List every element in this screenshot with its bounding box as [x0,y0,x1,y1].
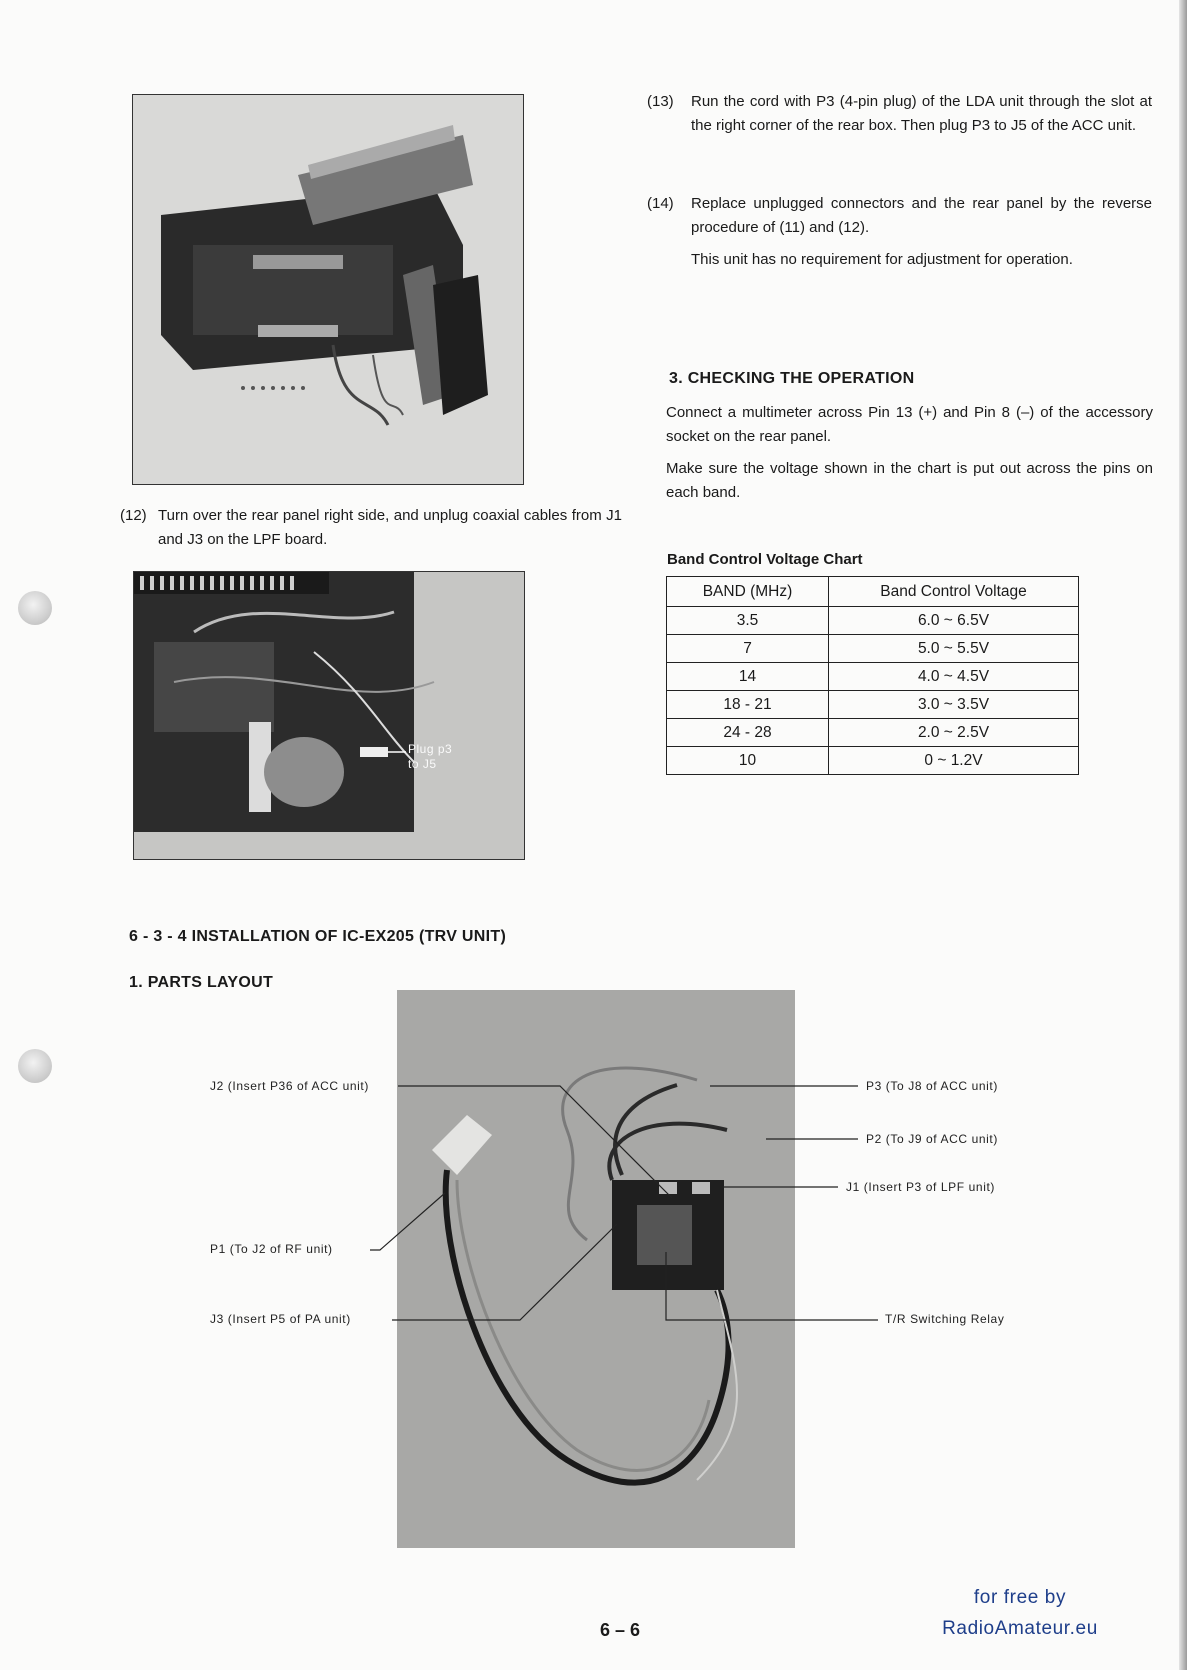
label-p2: P2 (To J9 of ACC unit) [866,1132,998,1146]
band-cell: 18 - 21 [667,691,829,719]
band-cell: 7 [667,635,829,663]
page-number: 6 – 6 [600,1620,641,1640]
step-14-number: (14) [647,195,674,212]
table-row [667,607,1079,635]
step-14 [647,192,1152,272]
voltage-cell: 2.0 ~ 2.5V [829,719,1079,747]
table-header-row [667,577,1079,607]
label-j2: J2 (Insert P36 of ACC unit) [210,1079,369,1093]
table-row [667,663,1079,691]
credit-link[interactable]: RadioAmateur.eu [942,1618,1098,1639]
label-j3: J3 (Insert P5 of PA unit) [210,1312,351,1326]
voltage-cell: 4.0 ~ 4.5V [829,663,1079,691]
parts-layout-photo [397,990,795,1548]
band-cell: 14 [667,663,829,691]
checking-paragraph-2: Make sure the voltage shown in the chart is put out across the pins on each band. [666,460,1153,501]
header-band: BAND (MHz) [667,577,829,607]
voltage-cell: 3.0 ~ 3.5V [829,691,1079,719]
punch-hole-bottom [18,1049,52,1083]
photo-lpf-board [133,571,525,860]
step-12-number: (12) [120,507,147,524]
chart-title: Band Control Voltage Chart [667,551,863,568]
step-13-number: (13) [647,93,674,110]
band-cell: 10 [667,747,829,775]
voltage-cell: 6.0 ~ 6.5V [829,607,1079,635]
table-row [667,719,1079,747]
label-p3: P3 (To J8 of ACC unit) [866,1079,998,1093]
step-14-text: Replace unplugged connectors and the rear panel by the reverse procedure of (11) and (12). [691,195,1152,236]
plug-p3-label-line1: Plug p3 [408,742,453,756]
right-edge-shadow [1179,0,1187,1670]
step-13 [647,90,1152,138]
step-14-note: This unit has no requirement for adjustment for operation. [691,251,1073,268]
punch-hole-top [18,591,52,625]
photo-chassis-open [132,94,524,485]
voltage-cell: 5.0 ~ 5.5V [829,635,1079,663]
credit-line-1: for free by [973,1587,1067,1608]
section-heading: 6 - 3 - 4 INSTALLATION OF IC-EX205 (TRV UNIT) [129,928,507,945]
step-13-text: Run the cord with P3 (4-pin plug) of the LDA unit through the slot at the right corner of the rear box. Then plug P3 to J5 of the ACC unit. [691,93,1152,134]
band-cell: 3.5 [667,607,829,635]
checking-paragraph-1: Connect a multimeter across Pin 13 (+) and Pin 8 (–) of the accessory socket on the rear panel. [666,404,1153,445]
label-j1: J1 (Insert P3 of LPF unit) [846,1180,995,1194]
label-p1: P1 (To J2 of RF unit) [210,1242,333,1256]
parts-layout-heading: 1. PARTS LAYOUT [129,974,274,991]
plug-p3-label [408,742,452,772]
header-voltage: Band Control Voltage [829,577,1079,607]
step-12 [120,504,622,552]
table-row [667,635,1079,663]
band-cell: 24 - 28 [667,719,829,747]
table-row [667,691,1079,719]
voltage-cell: 0 ~ 1.2V [829,747,1079,775]
label-relay: T/R Switching Relay [885,1312,1005,1326]
checking-heading: 3. CHECKING THE OPERATION [669,370,915,387]
band-voltage-table [666,576,1079,775]
step-12-text: Turn over the rear panel right side, and unplug coaxial cables from J1 and J3 on the LPF board. [158,507,622,548]
plug-p3-label-line2: to J5 [408,757,437,771]
table-row [667,747,1079,775]
